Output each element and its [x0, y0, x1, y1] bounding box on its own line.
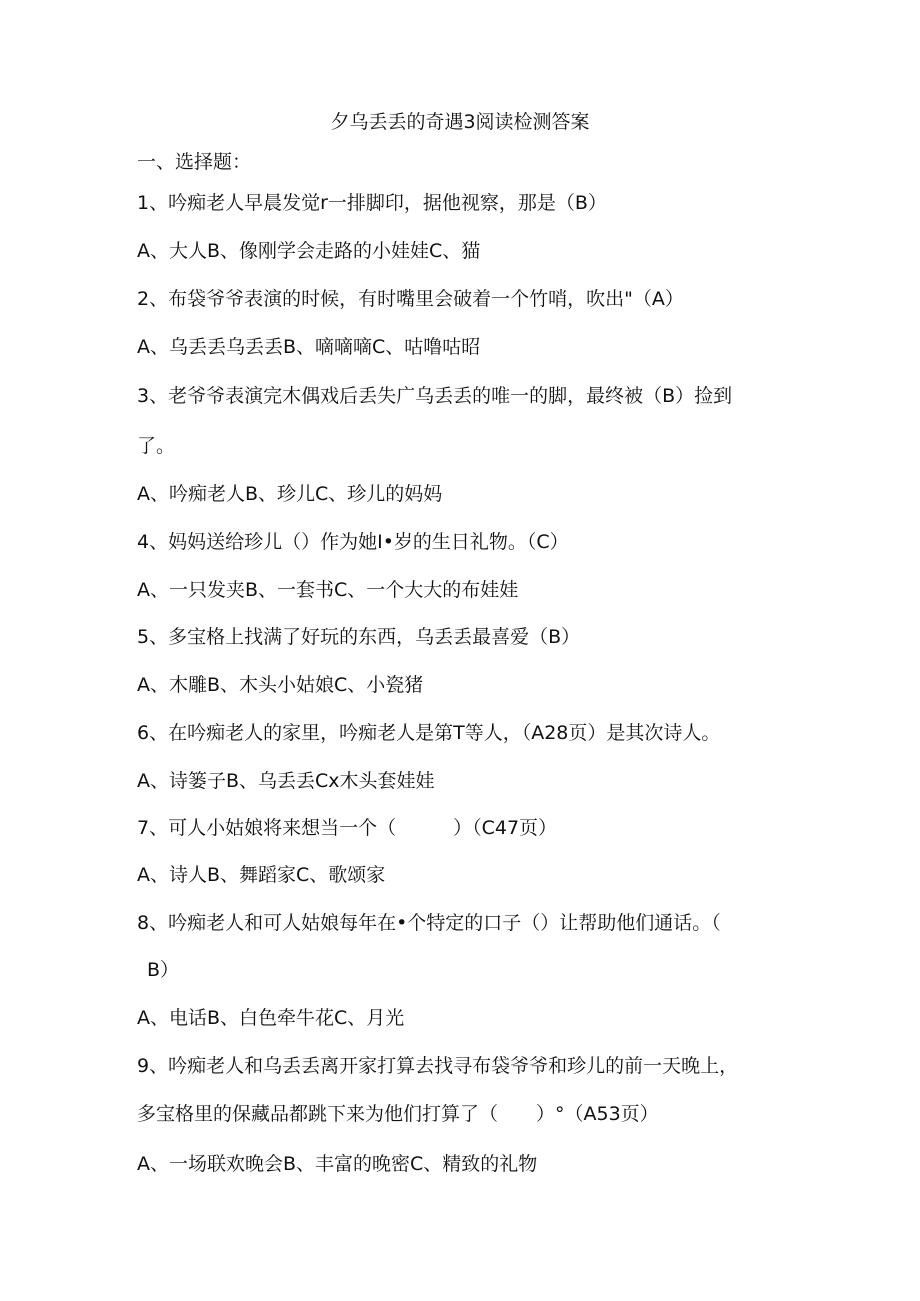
options-3: A、吟痴老人B、珍儿C、珍儿的妈妈 [137, 483, 443, 505]
options-5: A、木雕B、木头小姑娘C、小瓷猪 [137, 674, 424, 696]
question-8-continued: B） [147, 959, 180, 981]
options-8: A、电话B、白色牵牛花C、月光 [137, 1007, 405, 1029]
question-3-continued: 了。 [137, 435, 176, 457]
question-8: 8、吟痴老人和可人姑娘每年在•个特定的口子（）让帮助他们通话。（ [137, 912, 721, 934]
question-7: 7、可人小姑娘将来想当一个（ ）（C47页） [137, 817, 558, 839]
section-heading: 一、选择题： [137, 151, 252, 173]
options-2: A、乌丢丢乌丢丢B、嘀嘀嘀C、咕噜咕昭 [137, 336, 481, 358]
question-1: 1、吟痴老人早晨发觉r一排脚印，据他视察，那是（B） [137, 192, 607, 214]
question-9: 9、吟痴老人和乌丢丢离开家打算去找寻布袋爷爷和珍儿的前一天晚上， [137, 1055, 739, 1077]
options-6: A、诗篓子B、乌丢丢Cx木头套娃娃 [137, 770, 435, 792]
options-9: A、一场联欢晚会B、丰富的晚密C、精致的礼物 [137, 1153, 538, 1175]
question-3: 3、老爷爷表演完木偶戏后丢失广乌丢丢的唯一的脚，最终被（B）捡到 [137, 385, 733, 407]
question-2: 2、布袋爷爷表演的时候，有时嘴里会破着一个竹哨，吹出"（A） [137, 288, 684, 310]
question-5: 5、多宝格上找满了好玩的东西，乌丢丢最喜爱（B） [137, 626, 581, 648]
options-4: A、一只发夹B、一套书C、一个大大的布娃娃 [137, 579, 519, 601]
question-6: 6、在吟痴老人的家里，吟痴老人是第T等人，（A28页）是其次诗人。 [137, 722, 721, 744]
question-4: 4、妈妈送给珍儿（）作为她I•岁的生日礼物。（C） [137, 531, 569, 553]
question-9-continued: 多宝格里的保藏品都跳下来为他们打算了（ ）°（A53页） [137, 1103, 659, 1125]
document-title: 夕乌丢丢的奇遇3阅读检测答案 [330, 111, 590, 133]
options-1: A、大人B、像刚学会走路的小娃娃C、猫 [137, 240, 481, 262]
options-7: A、诗人B、舞蹈家C、歌颂家 [137, 864, 386, 886]
